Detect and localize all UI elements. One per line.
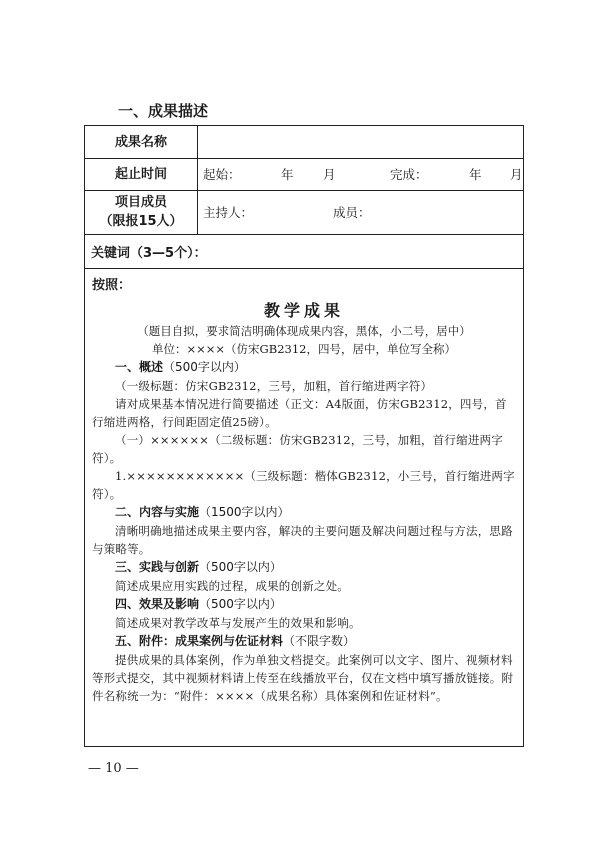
- heading-attachment: [92, 632, 516, 651]
- row-members: [85, 190, 523, 235]
- time-month2: 月: [510, 167, 523, 182]
- members-label-line1: 项目成员: [114, 195, 167, 210]
- paragraph-3: （一）××××××（二级标题：仿宋GB2312，三号，加粗，首行缩进两字符）。: [92, 433, 503, 465]
- heading-effect: [92, 595, 516, 614]
- heading-content-note: （1500字以内）: [199, 505, 290, 519]
- paragraph-1: （一级标题：仿宋GB2312，三号，加粗，首行缩进两字符）: [115, 379, 433, 393]
- heading-attachment-bold: 五、附件：成果案例与佐证材料: [115, 634, 284, 648]
- members-value[interactable]: [197, 190, 523, 234]
- paragraph-7: 简述成果对教学改革与发展产生的效果和影响。: [115, 616, 361, 630]
- row-time: [85, 158, 523, 191]
- title-instruction: （题目自拟，要求简洁明确体现成果内容，黑体，小二号，居中）: [137, 324, 471, 338]
- paragraph-8: 提供成果的具体案例，作为单独文档提交。此案例可以文字、图片、视频材料等形式提交，其中视频材料请上传至在线播放平台，仅在文档中填写播放链接。附件名称统一为：“附件：××××（成果名称）具体案例和佐证材料”。: [92, 653, 514, 703]
- time-month1: 月: [323, 167, 336, 182]
- heading-content-bold: 二、内容与实施: [115, 505, 200, 519]
- members-label: [85, 190, 198, 234]
- host-label: 主持人：: [203, 205, 254, 220]
- name-label: 成果名称: [85, 126, 198, 158]
- heading-practice: [92, 558, 516, 577]
- time-label: 起止时间: [85, 158, 198, 190]
- section-title: 一、成果描述: [118, 102, 209, 120]
- heading-overview: [92, 358, 516, 377]
- heading-overview-note: （500字以内）: [163, 360, 246, 374]
- time-year2: 年: [469, 167, 482, 182]
- time-value[interactable]: [197, 158, 523, 190]
- paragraph-2: 请对成果基本情况进行简要描述（正文：A4版面，仿宋GB2312，四号，首行缩进两格，行间距固定值25磅）。: [92, 397, 507, 429]
- paragraph-6: 简述成果应用实践的过程，成果的创新之处。: [115, 579, 349, 593]
- heading-content: [92, 503, 516, 522]
- paragraph-4: 1.××××××××××××（三级标题：楷体GB2312，小三号，首行缩进两字符）。: [92, 469, 515, 501]
- description-body: [85, 268, 523, 746]
- name-value[interactable]: [197, 126, 523, 158]
- anzhao-label: 按照：: [92, 278, 132, 293]
- doc-title: 教学成果: [263, 301, 344, 320]
- form-table: [84, 125, 524, 747]
- time-start-label: 起始：: [203, 167, 241, 182]
- time-end-label: 完成：: [390, 167, 428, 182]
- members-label-line2: （限报15人）: [99, 214, 183, 229]
- heading-effect-note: （500字以内）: [199, 597, 282, 611]
- unit-instruction: 单位：××××（仿宋GB2312，四号，居中，单位写全称）: [152, 342, 456, 356]
- heading-overview-bold: 一、概述: [115, 360, 164, 374]
- heading-practice-note: （500字以内）: [199, 560, 282, 574]
- keywords-label: 关键词（3—5个）：: [91, 245, 207, 261]
- row-name: [85, 126, 523, 159]
- heading-practice-bold: 三、实践与创新: [115, 560, 200, 574]
- row-keywords[interactable]: [85, 234, 523, 269]
- heading-effect-bold: 四、效果及影响: [115, 597, 200, 611]
- paragraph-5: 清晰明确地描述成果主要内容，解决的主要问题及解决问题过程与方法，思路与策略等。: [92, 524, 513, 556]
- heading-attachment-note: （不限字数）: [283, 634, 356, 648]
- page-number: — 10 —: [88, 761, 139, 776]
- member-label: 成员：: [333, 205, 371, 220]
- time-year1: 年: [281, 167, 294, 182]
